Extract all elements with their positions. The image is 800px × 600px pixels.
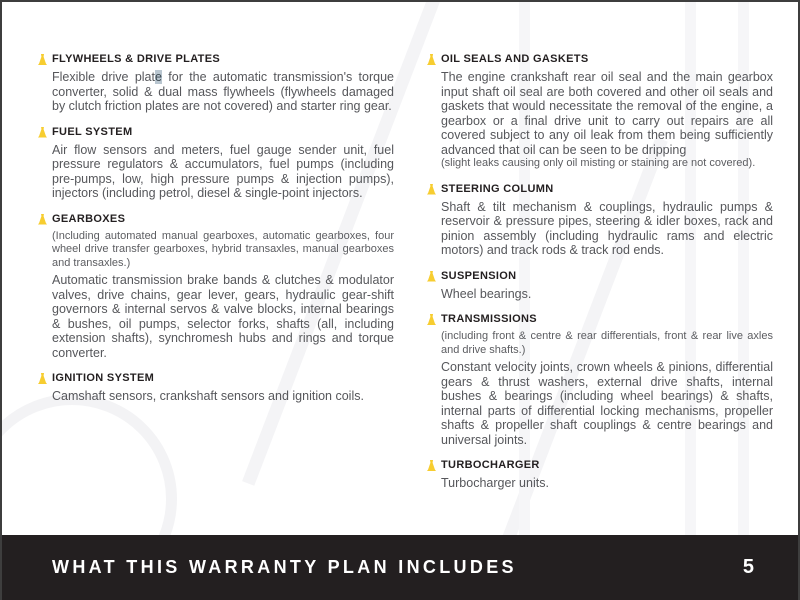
section-steering-column (427, 183, 773, 258)
footer-title: WHAT THIS WARRANTY PLAN INCLUDES (52, 557, 517, 577)
section-body: Shaft & tilt mechanism & couplings, hydraulic pumps & reservoir & pressure pipes, steering & idler boxes, rack and pinion assembly (including hydraulic rams and electric motors) and track rods & track rod ends. (441, 199, 773, 257)
section-body (52, 70, 394, 114)
section-heading: TURBOCHARGER (441, 459, 540, 471)
section-body: Air flow sensors and meters, fuel gauge sender unit, fuel pressure regulators & accumulators, fuel pumps (including pre-pumps, low, high pressure pumps & injection pumps), injectors (including petrol, diesel & single-point injectors. (52, 142, 394, 200)
section-note: (slight leaks causing only oil misting or staining are not covered). (441, 157, 756, 169)
jack-stand-icon (427, 460, 436, 471)
section-turbocharger (427, 459, 773, 491)
body-text: for the automatic transmission's torque converter, solid & dual mass flywheels (flywheels damaged by clutch friction plates are not covered) and starter ring gear. (52, 70, 394, 113)
section-ignition-system (38, 372, 394, 404)
section-gearboxes (38, 213, 394, 361)
section-heading: IGNITION SYSTEM (52, 372, 155, 384)
body-text: The engine crankshaft rear oil seal and the main gearbox input shaft oil seal are both covered and other oil seals and gaskets that would necessitate the removal of the engine, a gearbox or a final drive unit to carry out repairs are all covered subject to any oil leak from them being sufficiently advanced that oil can be seen to be dripping (441, 70, 773, 157)
section-body: Constant velocity joints, crown wheels & pinions, differential gears & thrust washers, external drive shafts, internal bushes & bearings (including wheel bearings) & shafts, internal parts of differential locking mechanisms, propeller shafts & propeller shaft couplings & centre bearings and universal joints. (441, 360, 773, 447)
page-number: 5 (742, 556, 754, 578)
section-heading: OIL SEALS AND GASKETS (441, 53, 589, 65)
right-column (427, 53, 773, 503)
jack-stand-icon (427, 54, 436, 65)
section-heading: STEERING COLUMN (441, 182, 554, 195)
footer-bar (2, 535, 800, 600)
section-flywheels-drive-plates (38, 53, 394, 114)
section-oil-seals-gaskets (427, 53, 773, 171)
jack-stand-icon (427, 184, 436, 195)
highlighted-character: e (154, 70, 162, 84)
section-body (441, 70, 773, 171)
section-transmissions (427, 313, 773, 447)
left-column (38, 53, 394, 416)
section-suspension (427, 270, 773, 302)
section-heading: FUEL SYSTEM (52, 125, 133, 138)
section-heading: FLYWHEELS & DRIVE PLATES (52, 53, 221, 65)
section-intro: (including front & centre & rear differentials, front & rear live axles and drive shafts.) (441, 330, 773, 356)
section-body: Camshaft sensors, crankshaft sensors and ignition coils. (52, 389, 364, 403)
jack-stand-icon (38, 54, 47, 65)
section-body: Automatic transmission brake bands & clutches & modulator valves, drive chains, gear lever, gears, hydraulic gear-shift governors & internal servos & valve blocks, internal bearings & bushes, oil pumps, selector forks, shafts (all, including extension shafts), synchromesh hubs and rings and torque converter. (52, 273, 394, 360)
section-heading: SUSPENSION (441, 269, 517, 282)
section-heading: TRANSMISSIONS (441, 313, 537, 325)
section-intro: (Including automated manual gearboxes, automatic gearboxes, four wheel drive transfer gearboxes, hybrid transaxles, manual gearboxes and transaxles.) (52, 229, 394, 269)
section-body: Wheel bearings. (441, 286, 532, 301)
jack-stand-icon (38, 127, 47, 138)
jack-stand-icon (38, 214, 47, 225)
jack-stand-icon (427, 314, 436, 325)
section-body: Turbocharger units. (441, 476, 549, 490)
jack-stand-icon (38, 373, 47, 384)
section-heading: GEARBOXES (52, 212, 126, 225)
section-fuel-system (38, 126, 394, 201)
body-text: Flexible drive plat (52, 70, 155, 84)
jack-stand-icon (427, 271, 436, 282)
